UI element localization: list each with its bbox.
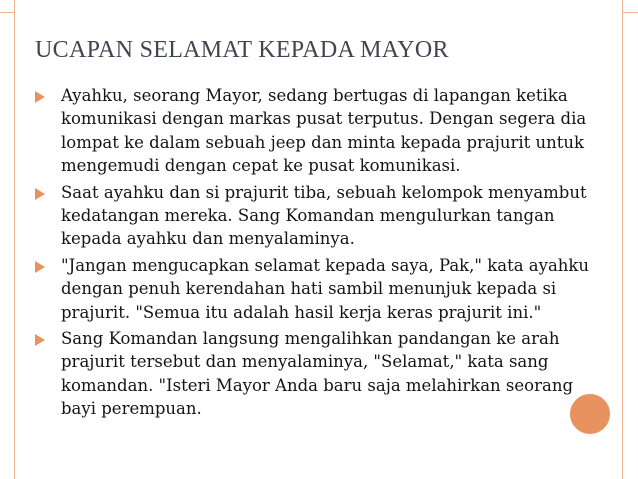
- frame-left-line: [14, 0, 15, 479]
- triangle-bullet-icon: [35, 188, 45, 200]
- frame-top-right-line: [623, 12, 638, 13]
- frame-top-left-line: [0, 12, 14, 13]
- bullet-item: [35, 327, 600, 421]
- bullet-list: [35, 84, 600, 424]
- triangle-bullet-icon: [35, 91, 45, 103]
- slide-number-badge: [567, 391, 613, 437]
- bullet-text: Ayahku, seorang Mayor, sedang bertugas di lapangan ketika komunikasi dengan markas pusat terputus. Dengan segera dia lompat ke dalam sebuah jeep dan minta kepada prajurit untuk mengemudi dengan cepat ke pusat komunikasi.: [61, 86, 587, 176]
- bullet-item: [35, 254, 600, 324]
- bullet-item: [35, 181, 600, 251]
- bullet-text: Saat ayahku dan si prajurit tiba, sebuah kelompok menyambut kedatangan mereka. Sang Komandan mengulurkan tangan kepada ayahku dan menyalaminya.: [61, 182, 587, 249]
- triangle-bullet-icon: [35, 334, 45, 346]
- slide-title: UCAPAN SELAMAT KEPADA MAYOR: [35, 37, 449, 63]
- frame-right-line: [622, 0, 623, 479]
- bullet-text: "Jangan mengucapkan selamat kepada saya, Pak," kata ayahku dengan penuh kerendahan hati sambil menunjuk kepada si prajurit. "Semua itu adalah hasil kerja keras prajurit ini.": [61, 255, 590, 322]
- bullet-text: Sang Komandan langsung mengalihkan pandangan ke arah prajurit tersebut dan menyalaminya, "Selamat," kata sang komandan. "Isteri Mayor Anda baru saja melahirkan seorang bayi perempuan.: [61, 329, 574, 419]
- bullet-item: [35, 84, 600, 178]
- triangle-bullet-icon: [35, 261, 45, 273]
